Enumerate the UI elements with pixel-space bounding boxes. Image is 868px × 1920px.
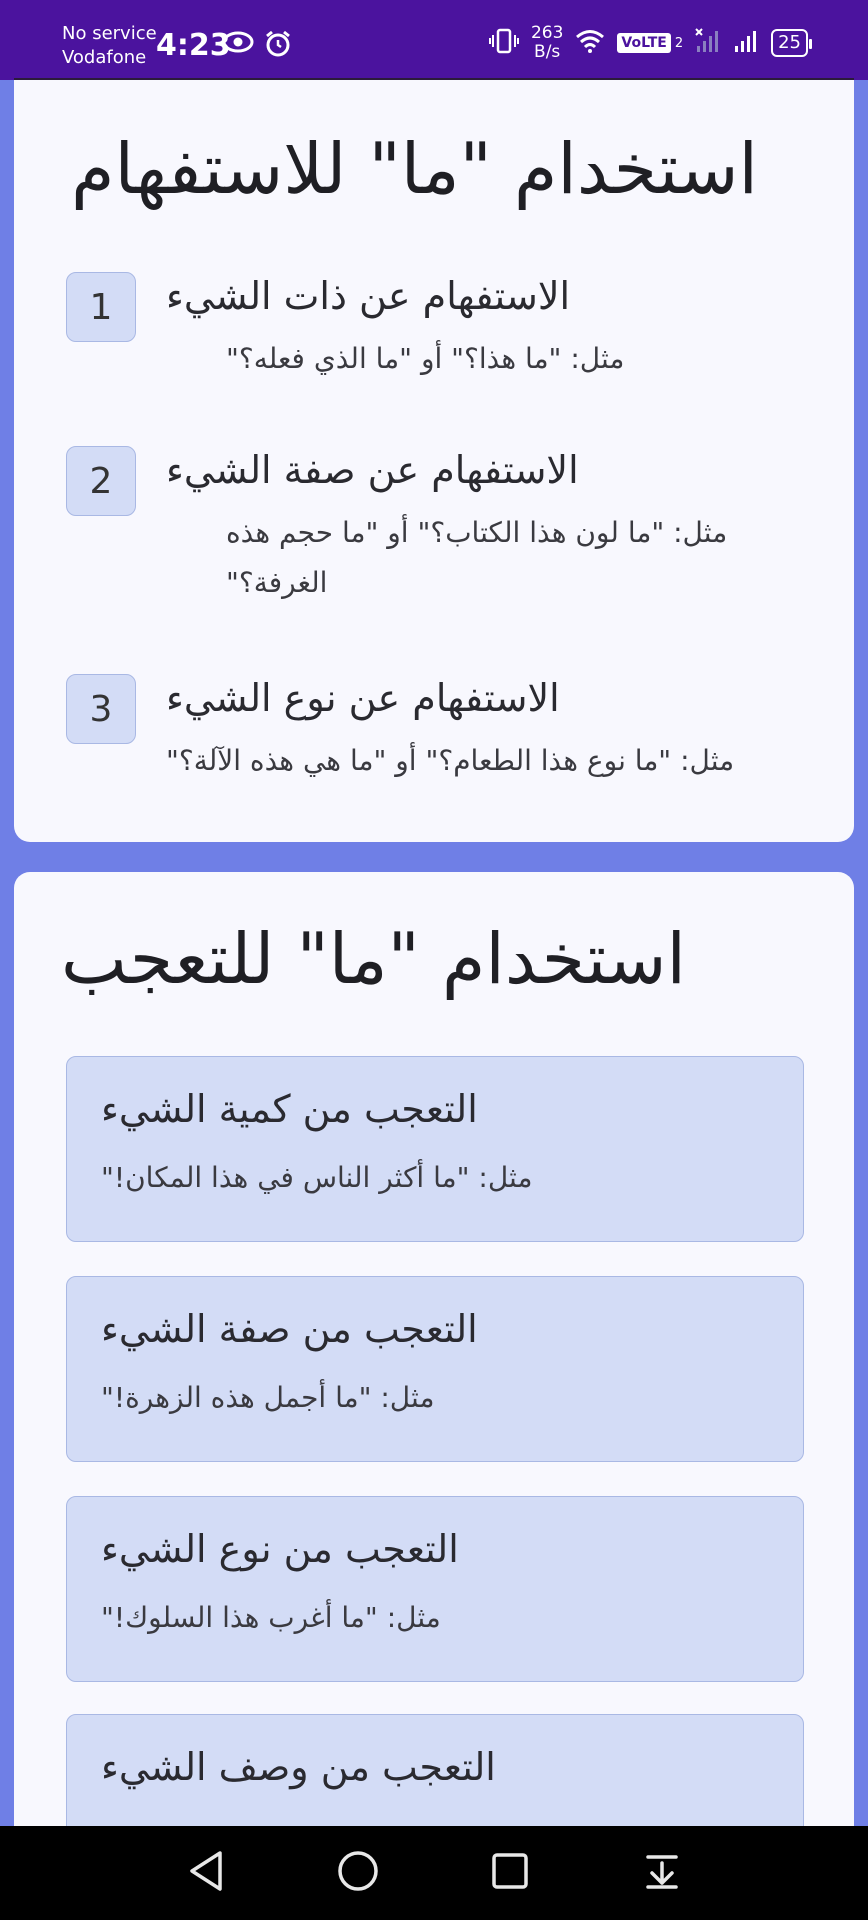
interrogative-card — [14, 80, 854, 842]
item-content — [166, 270, 786, 384]
notification-pull-down-button[interactable] — [632, 1843, 692, 1903]
recents-square-icon — [490, 1851, 530, 1895]
network-speed-unit: B/s — [534, 42, 561, 62]
vibrate-icon — [489, 28, 519, 58]
item-heading: الاستفهام عن نوع الشيء — [166, 676, 560, 720]
alarm-icon — [264, 30, 292, 62]
status-clock: 4:23 — [156, 28, 231, 63]
eye-icon — [222, 30, 254, 62]
carrier-status: No service — [62, 23, 157, 44]
sim-index: 2 — [674, 35, 684, 51]
item-example: مثل: "ما لون هذا الكتاب؟" أو "ما حجم هذه الغرفة؟" — [226, 516, 728, 599]
interrogative-card-title: استخدام "ما" للاستفهام — [71, 128, 758, 210]
item-heading: الاستفهام عن صفة الشيء — [166, 448, 579, 492]
network-speed-value: 263 — [530, 23, 564, 43]
exclamation-card — [14, 872, 854, 1920]
wifi-icon — [575, 29, 605, 57]
item-heading: التعجب من صفة الشيء — [101, 1307, 478, 1351]
status-left-icons — [222, 30, 292, 62]
signal-no-service-icon — [695, 28, 721, 58]
list-item — [66, 1276, 804, 1462]
back-button[interactable] — [176, 1843, 236, 1903]
home-button[interactable] — [328, 1843, 388, 1903]
item-heading: التعجب من كمية الشيء — [101, 1087, 478, 1131]
list-item — [66, 1056, 804, 1242]
status-bar — [0, 0, 868, 80]
network-speed — [531, 24, 563, 62]
item-number-badge: 1 — [66, 272, 136, 342]
item-example: مثل: "ما هذا؟" أو "ما الذي فعله؟" — [226, 342, 625, 375]
carrier-info — [62, 22, 157, 70]
system-nav-bar — [0, 1826, 868, 1920]
item-example: مثل: "ما أجمل هذه الزهرة!" — [101, 1381, 435, 1414]
list-item — [66, 1496, 804, 1682]
status-right-icons — [489, 24, 808, 62]
item-content — [166, 672, 786, 786]
recents-button[interactable] — [480, 1843, 540, 1903]
exclamation-card-title: استخدام "ما" للتعجب — [61, 918, 686, 1000]
back-triangle-icon — [186, 1849, 226, 1897]
notification-pull-down-icon — [642, 1851, 682, 1895]
item-heading: الاستفهام عن ذات الشيء — [166, 274, 571, 318]
signal-strength-icon — [733, 28, 759, 58]
home-circle-icon — [336, 1849, 380, 1897]
item-heading: التعجب من نوع الشيء — [101, 1527, 459, 1571]
volte-badge: VoLTE — [617, 33, 670, 53]
item-example: مثل: "ما أغرب هذا السلوك!" — [101, 1601, 441, 1634]
item-number-badge: 3 — [66, 674, 136, 744]
item-example: مثل: "ما أكثر الناس في هذا المكان!" — [101, 1161, 533, 1194]
item-number-badge: 2 — [66, 446, 136, 516]
carrier-name: Vodafone — [62, 47, 147, 68]
item-example: مثل: "ما نوع هذا الطعام؟" أو "ما هي هذه الآلة؟" — [166, 744, 735, 777]
battery-indicator: 25 — [771, 29, 808, 57]
item-content — [166, 444, 786, 608]
item-heading: التعجب من وصف الشيء — [101, 1745, 496, 1789]
